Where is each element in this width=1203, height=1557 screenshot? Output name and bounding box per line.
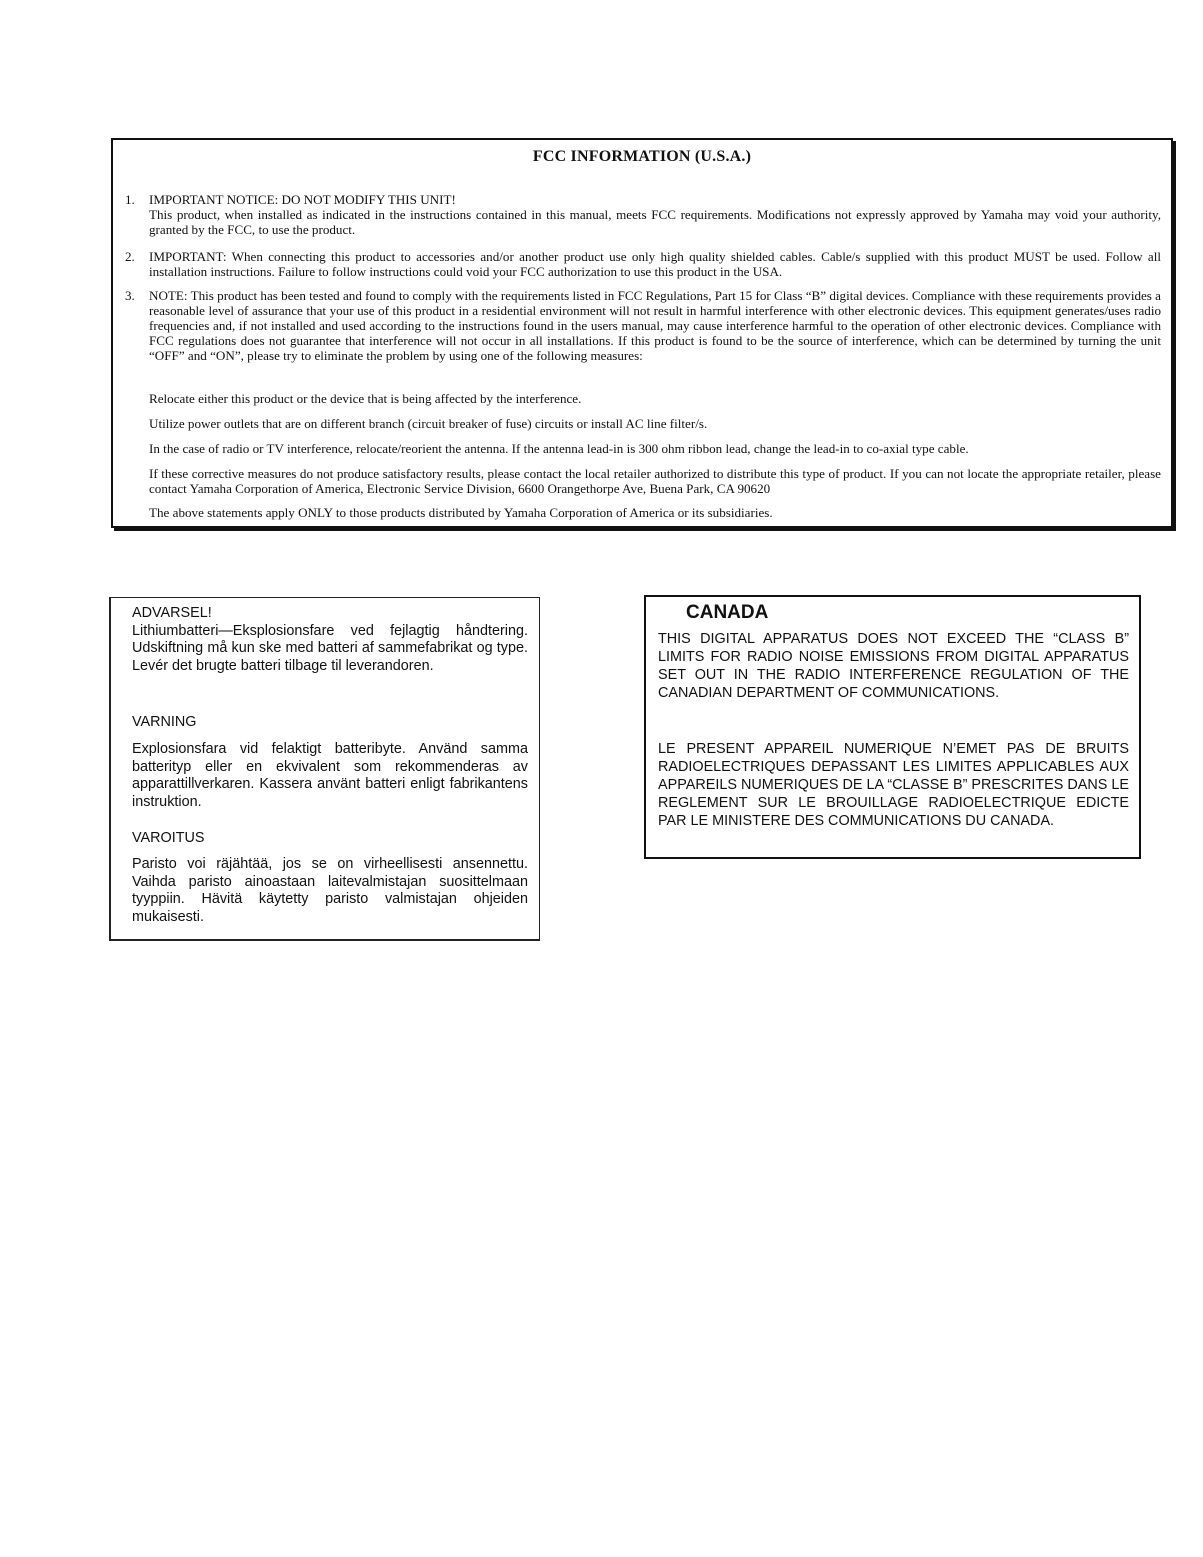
- fcc-measure-1: [149, 391, 1161, 406]
- fcc-item-number: 1.: [125, 192, 135, 207]
- warning-heading: VAROITUS: [132, 830, 205, 846]
- warning-text: Paristo voi räjähtää, jos se on virheellisesti ansennettu. Vaihda paristo ainoastaan laitevalmistajan suosittelmaan tyyppiin. Hävitä käytetty paristo valmistajan ohjeiden mukaisesti.: [132, 856, 528, 925]
- fcc-item-number: 3.: [125, 288, 135, 303]
- warning-text: Lithiumbatteri—Eksplosionsfare ved fejlagtig håndtering. Udskiftning må kun ske med batteri af sammefabrikat og type. Levér det brugte batteri tilbage til leverandoren.: [132, 622, 528, 674]
- warning-finnish: [132, 830, 528, 848]
- canada-french-text: LE PRESENT APPAREIL NUMERIQUE N’EMET PAS DE BRUITS RADIOELECTRIQUES DEPASSANT LES LIMITES APPLICABLES AUX APPAREILS NUMERIQUES DE LA “CLASSE B” PRESCRITES DANS LE REGLEMENT SUR LE BROUILLAGE RADIOELECTRIQUE EDICTE PAR LE MINISTERE DES COMMUNICATIONS DU CANADA.: [658, 741, 1129, 829]
- fcc-measure-4: [149, 466, 1161, 496]
- fcc-item-text: IMPORTANT: When connecting this product to accessories and/or another product use only high quality shielded cables. Cable/s supplied with this product MUST be used. Follow all installation instructions. Failure to follow instructions could void your FCC authorization to use this product in the USA.: [149, 249, 1161, 279]
- fcc-item-1: [125, 192, 1161, 237]
- canada-title: CANADA: [686, 602, 769, 623]
- warning-swedish: [132, 714, 528, 732]
- fcc-measure-3: [149, 441, 1161, 456]
- warning-danish: [132, 605, 528, 675]
- fcc-item-text: NOTE: This product has been tested and found to comply with the requirements listed in FCC Regulations, Part 15 for Class “B” digital devices. Compliance with these requirements provides a reasonable level of assurance that your use of this product in a residential environment will not result in harmful interference with other electronic devices. This equipment generates/uses radio frequencies and, if not installed and used according to the instructions found in the users manual, may cause interference harmful to the operation of other electronic devices. Compliance with FCC regulations does not guarantee that interference will not occur in all installations. If this product is found to be the source of interference, which can be determined by turning the unit “OFF” and “ON”, please try to eliminate the problem by using one of the following measures:: [149, 288, 1161, 363]
- fcc-measure-text: Utilize power outlets that are on different branch (circuit breaker of fuse) circuits or install AC line filter/s.: [149, 416, 708, 431]
- fcc-title: FCC INFORMATION (U.S.A.): [532, 148, 752, 165]
- battery-warning-box: [109, 597, 540, 941]
- fcc-measure-text: If these corrective measures do not produce satisfactory results, please contact the local retailer authorized to distribute this type of product. If you can not locate the appropriate retailer, please contact Yamaha Corporation of America, Electronic Service Division, 6600 Orangethorpe Ave, Buena Park, CA 90620: [149, 466, 1161, 496]
- fcc-footer: [149, 505, 1161, 520]
- fcc-item-number: 2.: [125, 249, 135, 264]
- fcc-measure-text: Relocate either this product or the device that is being affected by the interference.: [149, 391, 582, 406]
- fcc-measure-text: In the case of radio or TV interference, relocate/reorient the antenna. If the antenna lead-in is 300 ohm ribbon lead, change the lead-in to co-axial type cable.: [149, 441, 969, 456]
- fcc-item-3: [125, 288, 1161, 363]
- warning-swedish-body: [132, 741, 528, 811]
- fcc-item-text: This product, when installed as indicated in the instructions contained in this manual, meets FCC requirements. Modifications not expressly approved by Yamaha may void your authority, granted by the FCC, to use the product.: [149, 207, 1161, 237]
- canada-notice-box: [644, 595, 1141, 859]
- fcc-item-heading: IMPORTANT NOTICE: DO NOT MODIFY THIS UNIT!: [149, 192, 456, 207]
- warning-heading: ADVARSEL!: [132, 605, 212, 621]
- warning-finnish-body: [132, 856, 528, 926]
- warning-text: Explosionsfara vid felaktigt batteribyte. Använd samma batterityp eller en ekvivalent som rekommenderas av apparattillverkaren. Kassera använt batteri enligt fabrikantens instruktion.: [132, 741, 528, 810]
- fcc-measure-2: [149, 416, 1161, 431]
- canada-french: [658, 740, 1129, 830]
- warning-heading: VARNING: [132, 714, 197, 730]
- fcc-information-box: [111, 138, 1173, 528]
- canada-english-text: THIS DIGITAL APPARATUS DOES NOT EXCEED THE “CLASS B” LIMITS FOR RADIO NOISE EMISSIONS FROM DIGITAL APPARATUS SET OUT IN THE RADIO INTERFERENCE REGULATION OF THE CANADIAN DEPARTMENT OF COMMUNICATIONS.: [658, 631, 1129, 701]
- canada-english: [658, 630, 1129, 702]
- fcc-item-2: [125, 249, 1161, 279]
- fcc-footer-text: The above statements apply ONLY to those products distributed by Yamaha Corporation of America or its subsidiaries.: [149, 505, 773, 520]
